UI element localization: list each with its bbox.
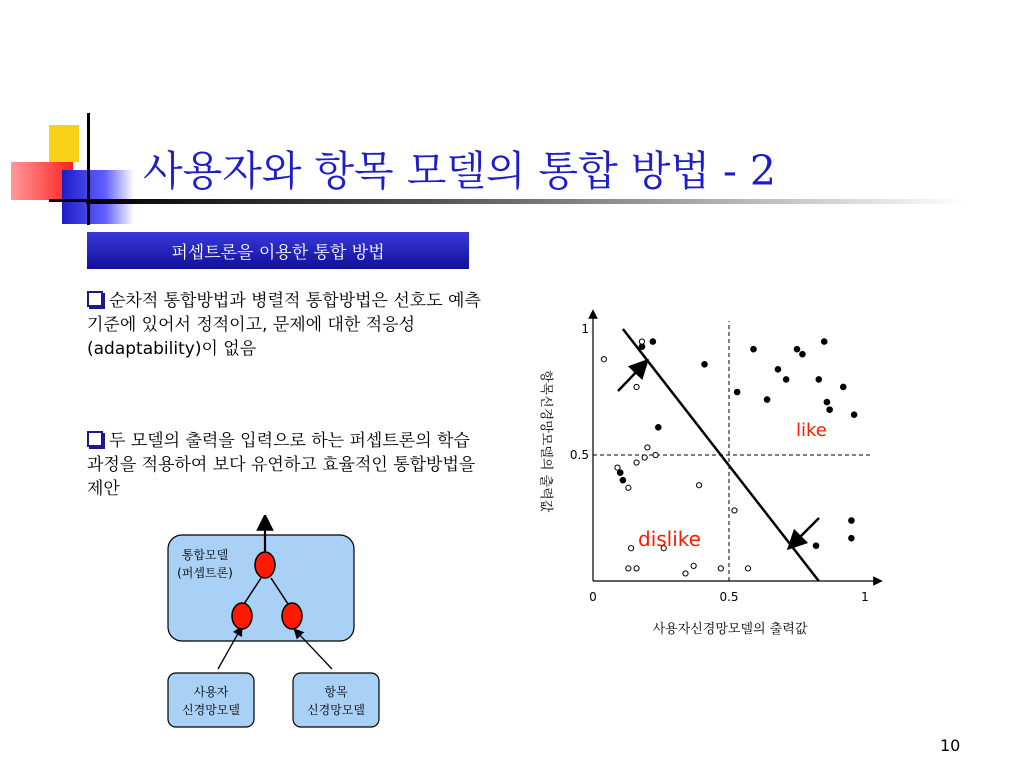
y-tick-label: 1 bbox=[581, 322, 589, 336]
bullet-item bbox=[87, 429, 483, 501]
open-data-point bbox=[683, 571, 688, 576]
open-data-point bbox=[745, 566, 750, 571]
filled-data-point bbox=[783, 377, 789, 383]
checkbox-bullet-icon bbox=[87, 291, 103, 307]
bullet-text: 두 모델의 출력을 입력으로 하는 퍼셉트론의 학습과정을 적용하여 보다 유연하고 효율적인 통합방법을 제안 bbox=[87, 431, 476, 499]
filled-data-point bbox=[816, 377, 822, 383]
open-data-point bbox=[653, 452, 658, 457]
open-data-point bbox=[642, 455, 647, 460]
y-axis-label: 항목신경망모델의 출력값 bbox=[538, 370, 553, 513]
logo-horizontal-line bbox=[49, 199, 91, 202]
pointer-arrow bbox=[794, 518, 819, 543]
input-node-item bbox=[282, 603, 302, 629]
item-model-sublabel: 신경망모델 bbox=[307, 703, 365, 717]
open-data-point bbox=[626, 485, 631, 490]
open-data-point bbox=[732, 508, 737, 513]
output-node bbox=[255, 552, 275, 578]
item-model-label: 항목 bbox=[324, 685, 348, 699]
x-tick-label: 0.5 bbox=[719, 590, 739, 604]
open-data-point bbox=[718, 566, 723, 571]
filled-data-point bbox=[764, 397, 770, 403]
section-header-label: 퍼셉트론을 이용한 통합 방법 bbox=[171, 243, 385, 263]
filled-data-point bbox=[813, 543, 819, 549]
input-node-user bbox=[232, 603, 252, 629]
item-model-box bbox=[293, 673, 379, 727]
filled-data-point bbox=[794, 346, 800, 352]
open-data-point bbox=[696, 483, 701, 488]
x-tick-label: 0 bbox=[589, 590, 597, 604]
filled-data-point bbox=[824, 399, 830, 405]
tick-labels bbox=[570, 322, 869, 604]
integrated-model-label: 통합모델 bbox=[181, 548, 229, 562]
like-annotation: like bbox=[796, 420, 827, 441]
filled-data-point bbox=[800, 351, 806, 357]
open-data-point bbox=[626, 566, 631, 571]
page-number: 10 bbox=[940, 736, 961, 755]
filled-data-point bbox=[702, 361, 708, 367]
filled-data-point bbox=[650, 339, 656, 345]
section-header bbox=[87, 232, 469, 269]
open-data-point bbox=[639, 339, 644, 344]
filled-data-point bbox=[734, 389, 740, 395]
filled-data-point bbox=[620, 477, 626, 483]
bullet-text: 순차적 통합방법과 병렬적 통합방법은 선호도 예측 기준에 있어서 정적이고, 문제에 대한 적응성(adaptability)이 없음 bbox=[87, 291, 481, 359]
open-data-point bbox=[601, 357, 606, 362]
logo-blue-block bbox=[62, 170, 134, 224]
user-model-label: 사용자 bbox=[193, 685, 229, 699]
dislike-annotation: dislike bbox=[638, 527, 701, 551]
x-axis-label: 사용자신경망모델의 출력값 bbox=[652, 622, 808, 637]
filled-data-point bbox=[849, 535, 855, 541]
filled-data-point bbox=[821, 339, 827, 345]
open-data-point bbox=[645, 445, 650, 450]
open-data-point bbox=[634, 460, 639, 465]
filled-data-point bbox=[617, 470, 623, 476]
reference-lines bbox=[593, 321, 873, 581]
open-data-point bbox=[628, 546, 633, 551]
integration-diagram bbox=[160, 515, 390, 730]
filled-data-point bbox=[751, 346, 757, 352]
scatter-chart bbox=[530, 300, 890, 645]
slide-title: 사용자와 항목 모델의 통합 방법 - 2 bbox=[143, 147, 777, 195]
user-model-sublabel: 신경망모델 bbox=[182, 703, 240, 717]
logo-yellow-block bbox=[49, 125, 79, 162]
open-data-point bbox=[634, 566, 639, 571]
y-tick-label: 0.5 bbox=[569, 448, 589, 462]
user-model-box bbox=[168, 673, 254, 727]
filled-data-point bbox=[775, 367, 781, 373]
filled-data-point bbox=[655, 424, 661, 430]
open-data-point bbox=[634, 384, 639, 389]
filled-data-point bbox=[827, 407, 833, 413]
filled-data-point bbox=[840, 384, 846, 390]
title-underline bbox=[86, 199, 966, 204]
logo-vertical-line bbox=[87, 113, 90, 225]
filled-data-point bbox=[849, 518, 855, 524]
open-data-point bbox=[615, 465, 620, 470]
x-tick-label: 1 bbox=[861, 590, 869, 604]
filled-data-point bbox=[851, 412, 857, 418]
checkbox-bullet-icon bbox=[87, 431, 103, 447]
open-data-point bbox=[691, 563, 696, 568]
integrated-model-sublabel: (퍼셉트론) bbox=[177, 566, 233, 580]
bullet-item bbox=[87, 289, 483, 361]
